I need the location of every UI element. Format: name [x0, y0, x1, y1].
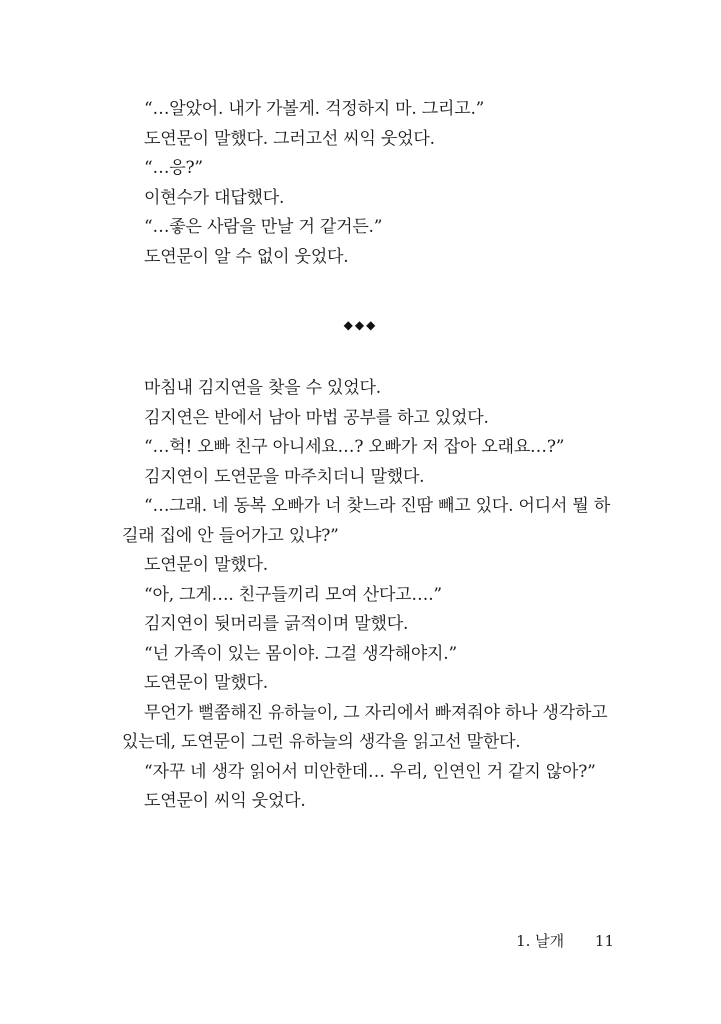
chapter-title: 1. 날개 [516, 932, 565, 950]
paragraph: “…응?” [144, 158, 203, 178]
paragraph-line-continued: 길래 집에 안 들어가고 있냐?” [122, 525, 339, 546]
paragraph: 김지연은 반에서 남아 마법 공부를 하고 있었다. [144, 407, 489, 428]
paragraph: 도연문이 말했다. [144, 555, 268, 575]
paragraph: “…헉! 오빠 친구 아니세요…? 오빠가 저 잡아 오래요…?” [144, 437, 565, 457]
page-number: 11 [594, 932, 614, 950]
paragraph: “자꾸 네 생각 읽어서 미안한데… 우리, 인연인 거 같지 않아?” [144, 761, 596, 782]
paragraph: “아, 그게…. 친구들끼리 모여 산다고….” [144, 584, 442, 605]
paragraph: 도연문이 말했다. 그러고선 씨익 웃었다. [144, 128, 435, 149]
paragraph: 김지연이 뒷머리를 긁적이며 말했다. [144, 614, 409, 634]
paragraph: 마침내 김지연을 찾을 수 있었다. [144, 378, 381, 398]
text-block-2 [122, 374, 614, 817]
paragraph: 김지연이 도연문을 마주치더니 말했다. [144, 466, 425, 487]
section-separator: ◆◆◆ [343, 318, 378, 332]
paragraph: “…좋은 사람을 만날 거 같거든.” [144, 217, 383, 237]
paragraph: “넌 가족이 있는 몸이야. 그걸 생각해야지.” [144, 643, 457, 664]
text-block-1 [144, 95, 614, 272]
paragraph-line: 무언가 뻘쭘해진 유하늘이, 그 자리에서 빠져줘야 하나 생각하고 [144, 702, 608, 723]
paragraph-line-continued: 있는데, 도연문이 그런 유하늘의 생각을 읽고선 말한다. [122, 732, 521, 752]
paragraph-line: “…그래. 네 동복 오빠가 너 찾느라 진땀 빼고 있다. 어디서 뭘 하 [144, 496, 611, 516]
paragraph: 도연문이 말했다. [144, 673, 268, 693]
page-footer [516, 930, 614, 951]
paragraph: 이현수가 대답했다. [144, 187, 285, 208]
paragraph: “…알았어. 내가 가볼게. 걱정하지 마. 그리고.” [144, 99, 485, 119]
paragraph: 도연문이 알 수 없이 웃었다. [144, 246, 349, 267]
paragraph: 도연문이 씨익 웃었다. [144, 791, 306, 811]
